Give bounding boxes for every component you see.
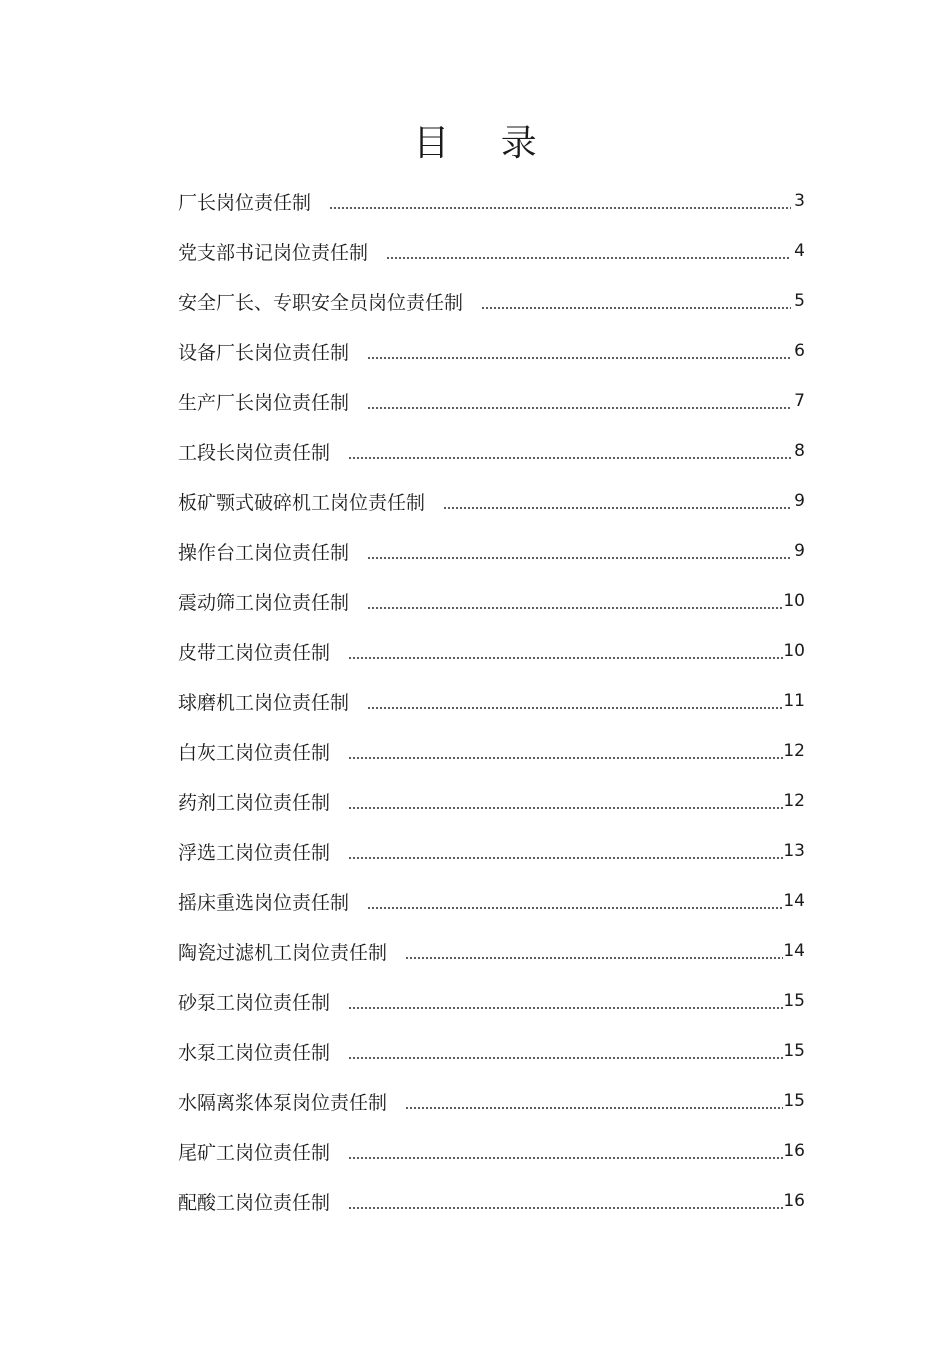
toc-entry[interactable]: [178, 876, 813, 926]
toc-entry-page-number: 7: [794, 391, 805, 411]
toc-entry-page-number: 8: [794, 441, 805, 461]
toc-entry-page-number: 14: [783, 891, 805, 911]
toc-entry[interactable]: [178, 276, 813, 326]
dot-leader: [443, 506, 791, 510]
toc-entry[interactable]: [178, 326, 813, 376]
toc-entry-label: 摇床重选岗位责任制: [178, 891, 350, 914]
dot-leader: [405, 956, 783, 960]
toc-entry-label: 安全厂长、专职安全员岗位责任制: [178, 291, 464, 314]
toc-entry[interactable]: [178, 626, 813, 676]
toc-entry-label: 设备厂长岗位责任制: [178, 341, 350, 364]
toc-entry-page-number: 3: [794, 191, 805, 211]
toc-entry[interactable]: [178, 526, 813, 576]
toc-entry-label: 水隔离浆体泵岗位责任制: [178, 1091, 388, 1114]
toc-entry[interactable]: [178, 426, 813, 476]
dot-leader: [348, 1156, 783, 1160]
toc-entry-page-number: 16: [783, 1141, 805, 1161]
dot-leader: [367, 556, 791, 560]
toc-entry[interactable]: [178, 926, 813, 976]
toc-entry-label: 党支部书记岗位责任制: [178, 241, 369, 264]
toc-entry-label: 板矿颚式破碎机工岗位责任制: [178, 491, 426, 514]
dot-leader: [405, 1106, 783, 1110]
toc-entry-label: 厂长岗位责任制: [178, 191, 312, 214]
toc-entry-page-number: 10: [783, 641, 805, 661]
toc-entry-page-number: 10: [783, 591, 805, 611]
toc-entry-label: 工段长岗位责任制: [178, 441, 331, 464]
toc-entry-label: 陶瓷过滤机工岗位责任制: [178, 941, 388, 964]
toc-entry-page-number: 16: [783, 1191, 805, 1211]
toc-entry-page-number: 9: [794, 541, 805, 561]
dot-leader: [348, 1056, 783, 1060]
toc-entry[interactable]: [178, 826, 813, 876]
dot-leader: [329, 206, 791, 210]
toc-entry[interactable]: [178, 1126, 813, 1176]
toc-entry-page-number: 12: [783, 791, 805, 811]
toc-entry-label: 生产厂长岗位责任制: [178, 391, 350, 414]
toc-entry-page-number: 15: [783, 991, 805, 1011]
toc-entry[interactable]: [178, 1176, 813, 1226]
toc-entry-page-number: 9: [794, 491, 805, 511]
dot-leader: [348, 1206, 783, 1210]
toc-entry[interactable]: [178, 476, 813, 526]
toc-entry-label: 浮选工岗位责任制: [178, 841, 331, 864]
toc-entry-page-number: 13: [783, 841, 805, 861]
toc-entry[interactable]: [178, 776, 813, 826]
toc-entry-label: 白灰工岗位责任制: [178, 741, 331, 764]
dot-leader: [367, 356, 791, 360]
toc-entry[interactable]: [178, 1076, 813, 1126]
toc-entry-label: 水泵工岗位责任制: [178, 1041, 331, 1064]
toc-entry[interactable]: [178, 726, 813, 776]
toc-entry[interactable]: [178, 1026, 813, 1076]
dot-leader: [348, 456, 791, 460]
dot-leader: [367, 906, 783, 910]
toc-entry-page-number: 5: [794, 291, 805, 311]
toc-entry[interactable]: [178, 976, 813, 1026]
dot-leader: [367, 606, 783, 610]
dot-leader: [348, 856, 783, 860]
toc-entry[interactable]: [178, 576, 813, 626]
dot-leader: [367, 406, 791, 410]
toc-entry-label: 球磨机工岗位责任制: [178, 691, 350, 714]
dot-leader: [348, 806, 783, 810]
toc-entry[interactable]: [178, 176, 813, 226]
toc-entry[interactable]: [178, 376, 813, 426]
toc-entry-page-number: 4: [794, 241, 805, 261]
toc-entry-label: 砂泵工岗位责任制: [178, 991, 331, 1014]
toc-entry-page-number: 12: [783, 741, 805, 761]
toc-title: 目 录: [413, 123, 557, 164]
dot-leader: [348, 756, 783, 760]
toc-entry[interactable]: [178, 226, 813, 276]
dot-leader: [481, 306, 791, 310]
toc-list: [178, 176, 813, 1226]
toc-entry-page-number: 15: [783, 1041, 805, 1061]
toc-entry[interactable]: [178, 676, 813, 726]
toc-entry-label: 配酸工岗位责任制: [178, 1191, 331, 1214]
toc-entry-label: 皮带工岗位责任制: [178, 641, 331, 664]
toc-entry-page-number: 6: [794, 341, 805, 361]
toc-entry-page-number: 15: [783, 1091, 805, 1111]
toc-entry-label: 尾矿工岗位责任制: [178, 1141, 331, 1164]
dot-leader: [367, 706, 783, 710]
toc-entry-label: 操作台工岗位责任制: [178, 541, 350, 564]
dot-leader: [348, 1006, 783, 1010]
toc-entry-label: 震动筛工岗位责任制: [178, 591, 350, 614]
toc-entry-page-number: 14: [783, 941, 805, 961]
toc-entry-page-number: 11: [783, 691, 805, 711]
dot-leader: [386, 256, 791, 260]
toc-entry-label: 药剂工岗位责任制: [178, 791, 331, 814]
dot-leader: [348, 656, 783, 660]
